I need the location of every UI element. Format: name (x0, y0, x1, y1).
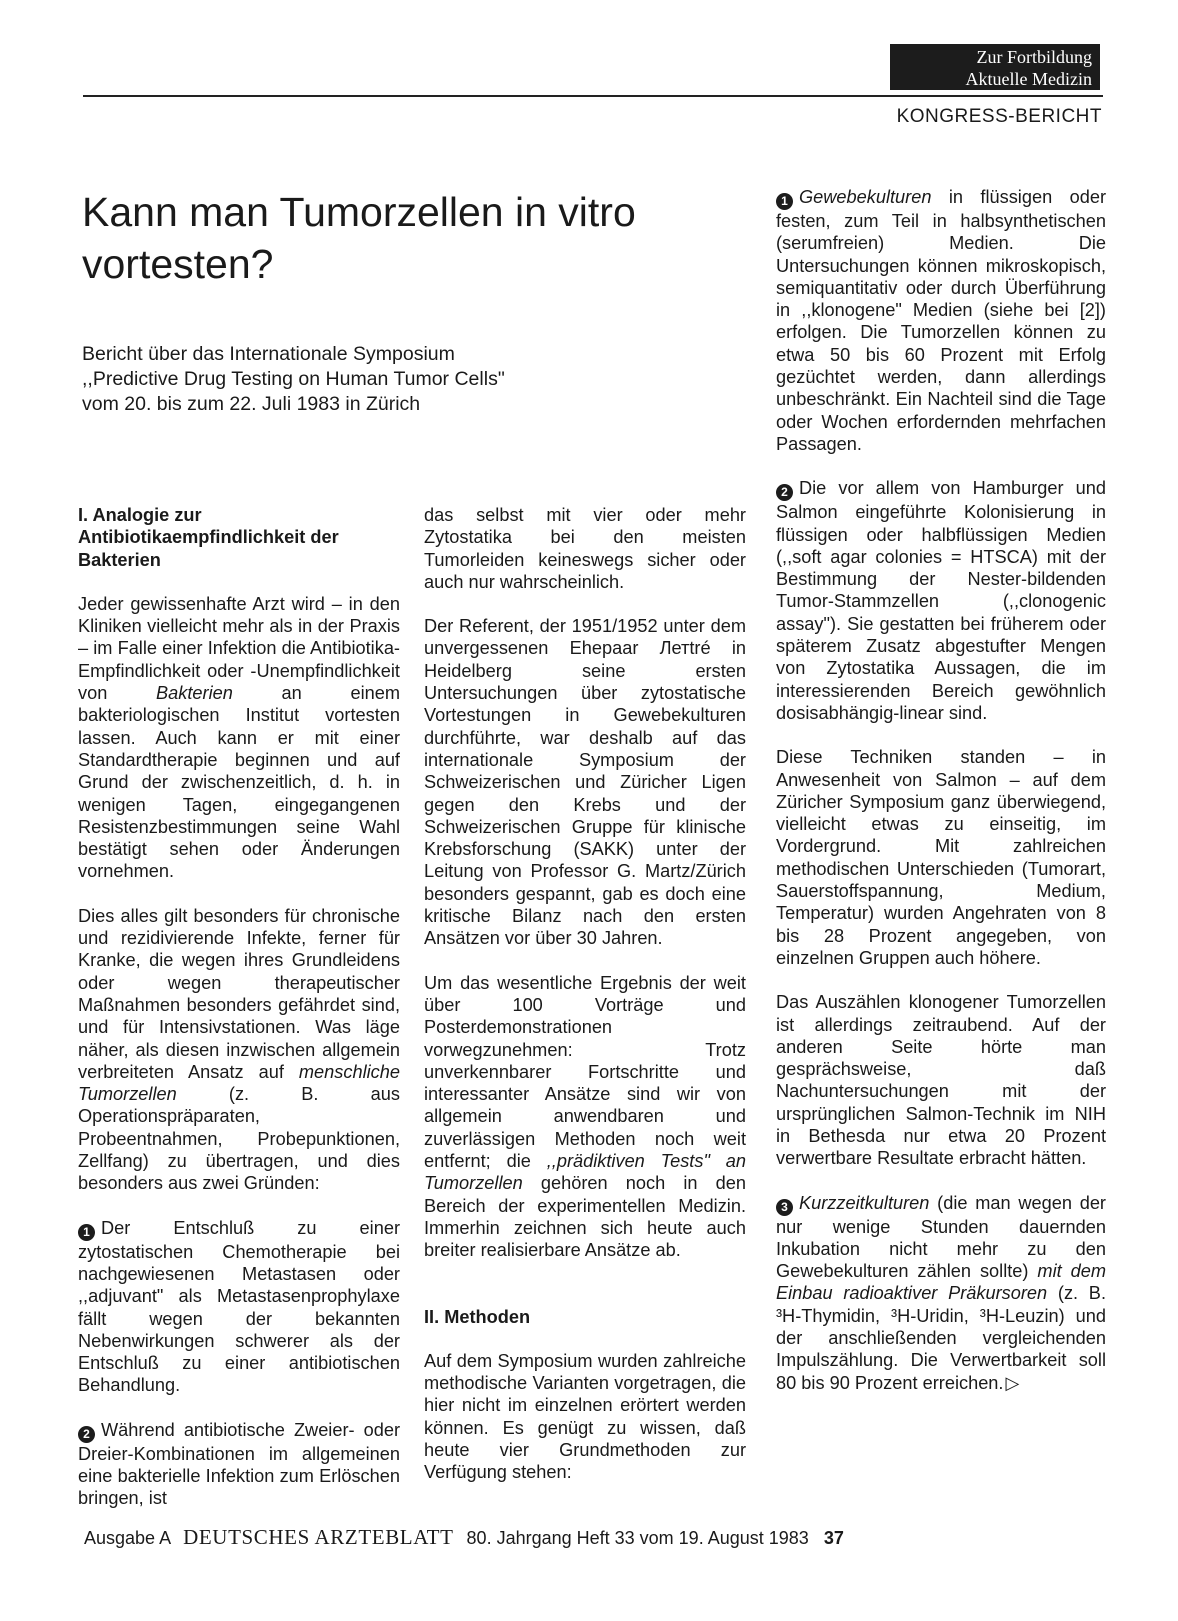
text: Jeder gewissenhafte Arzt wird – in den Kliniken vielleicht mehr als in der Praxis – im Falle einer Infektion die Antibiotika-Empfindlichkeit oder -Unempfindlichkeit von (78, 593, 400, 704)
text: an einem bakteriologischen Institut vortesten lassen. Auch kann er mit einer Standardtherapie beginnen und auf Grund der zwischenzeitlich, d. h. in wenigen Tagen, eingegangenen Resistenzbestimmungen seine Wahl bestätigt sehen oder Änderungen vornehmen. (78, 683, 400, 882)
column-2 (424, 504, 746, 1506)
section-badge (890, 44, 1100, 90)
text: gehören noch in den Bereich der experimentellen Medizin. Immerhin zeichnen sich heute auch breiter realisierbare Ansätze ab. (424, 1173, 746, 1261)
paragraph: Auf dem Symposium wurden zahlreiche methodische Varianten vorgetragen, die hier nicht im einzelnen erörtert werden können. Es genügt zu wissen, daß heute vier Grundmethoden zur Verfügung stehen: (424, 1350, 746, 1483)
number-badge-icon: 3 (776, 1199, 793, 1216)
section-heading-1: I. Analogie zur Antibiotikaempfindlichkeit der Bakterien (78, 505, 339, 570)
paragraph (78, 1419, 400, 1510)
text: (z. B. ³H-Thymidin, ³H-Uridin, ³H-Leuzin) und der anschließenden vergleichenden Impulszählung. Die Verwertbarkeit soll 80 bis 90 Prozent erreichen. (776, 1283, 1106, 1393)
paragraph (78, 593, 400, 883)
text: Die vor allem von Hamburger und Salmon eingeführte Kolonisierung in flüssigen oder halbflüssigen Medien (,,soft agar colonies = HTSCA) mit der Bestimmung der Nester-bildenden Tumor-Stammzellen (,,clonogenic assay"). Sie gestatten bei früherem oder späterem Zusatz abgestufter Mengen von Zytostatika Aussagen, die im interessierenden Bereich gewöhnlich dosisabhängig-linear sind. (776, 478, 1106, 723)
footer-issue: 80. Jahrgang Heft 33 vom 19. August 1983 (466, 1528, 809, 1548)
emphasis: ,,prädiktiven Tests" an Tumorzellen (424, 1151, 746, 1194)
article-title: Kann man Tumorzellen in vitro vortesten? (82, 189, 636, 287)
text: (die man wegen der nur wenige Stunden dauernden Inkubation nicht mehr zu den Gewebekulturen zählen sollte) (776, 1192, 1106, 1282)
section-label: KONGRESS-BERICHT (896, 106, 1102, 127)
paragraph: Das Auszählen klonogener Tumorzellen ist allerdings zeitraubend. Auf der anderen Seite hörte man gesprächsweise, daß Nachuntersuchungen mit der ursprünglichen Salmon-Technik im NIH in Bethesda nur etwa 20 Prozent verwertbare Resultate erbracht hätten. (776, 992, 1106, 1169)
paragraph (776, 477, 1106, 724)
footer-journal: DEUTSCHES ARZTEBLATT (183, 1525, 454, 1549)
emphasis: Bakterien (156, 683, 233, 704)
subtitle-line-3: vom 20. bis zum 22. Juli 1983 in Zürich (82, 393, 421, 415)
column-3 (776, 186, 1106, 1416)
article-subtitle (82, 342, 682, 417)
page-footer (84, 1525, 1104, 1550)
paragraph: das selbst mit vier oder mehr Zytostatika bei den meisten Tumorleiden keineswegs sicher oder auch nur wahrscheinlich. (424, 505, 746, 592)
continue-arrow-icon: ▷ (1005, 1372, 1020, 1393)
number-badge-icon: 2 (776, 484, 793, 501)
paragraph (776, 186, 1106, 455)
text: Um das wesentliche Ergebnis der weit über 100 Vorträge und Posterdemonstrationen vorwegzunehmen: Trotz unverkennbarer Fortschritte und interessanter Ansätze sind wir von allgemein anwendbaren und zuverlässigen Methoden noch weit entfernt; die (424, 972, 746, 1172)
text: Dies alles gilt besonders für chronische und rezidivierende Infekte, ferner für Kranke, die wegen ihres Grundleidens oder wegen therapeutischer Maßnahmen besonders gefährdet sind, und für Intensivstationen. Was läge näher, als diesen inzwischen allgemein verbreiteten Ansatz auf (78, 905, 400, 1082)
subtitle-line-1: Bericht über das Internationale Symposium (82, 343, 455, 365)
section-heading-2: II. Methoden (424, 1306, 531, 1327)
badge-line-2: Aktuelle Medizin (965, 69, 1092, 89)
text: (z. B. aus Operationspräparaten, Probeentnahmen, Probepunktionen, Zellfang) zu übertragen, und dies besonders aus zwei Gründen: (78, 1084, 400, 1194)
subtitle-line-2: ,,Predictive Drug Testing on Human Tumor Cells" (82, 368, 505, 390)
emphasis: menschliche Tumorzellen (78, 1061, 400, 1105)
paragraph (78, 905, 400, 1195)
number-badge-icon: 2 (78, 1426, 95, 1443)
text: in flüssigen oder festen, zum Teil in halbsynthetischen (serumfreien) Medien. Die Untersuchungen können mikroskopisch, semiquantitativ oder durch Überführung in ,,klonogene" Medien (siehe bei [2]) erfolgen. Die Tumorzellen können zu etwa 50 bis 60 Prozent mit Erfolg gezüchtet werden, dann allerdings unbeschränkt. Ein Nachteil sind die Tage oder Wochen erfordernden mehrfachen Passagen. (776, 187, 1106, 454)
footer-edition: Ausgabe A (84, 1528, 171, 1548)
paragraph (424, 972, 746, 1262)
paragraph (78, 1217, 400, 1397)
page-number: 37 (823, 1528, 844, 1548)
emphasis: mit dem Einbau radioaktiver Präkursoren (776, 1261, 1106, 1304)
column-1 (78, 504, 400, 1532)
paragraph (776, 1192, 1106, 1394)
number-badge-icon: 1 (78, 1224, 95, 1241)
paragraph: Diese Techniken standen – in Anwesenheit von Salmon – auf dem Züricher Symposium ganz überwiegend, vielleicht etwas zu einseitig, im Vordergrund. Mit zahlreichen methodischen Unterschieden (Tumorart, Sauerstoffspannung, Medium, Temperatur) wurden Angehraten von 8 bis 28 Prozent angegeben, von einzelnen Gruppen auch höhere. (776, 747, 1106, 968)
text: Während antibiotische Zweier- oder Dreier-Kombinationen im allgemeinen eine bakterielle Infektion zum Erlöschen bringen, ist (78, 1419, 400, 1509)
emphasis: Gewebekulturen (799, 187, 932, 207)
emphasis: Kurzzeitkulturen (799, 1192, 930, 1213)
number-badge-icon: 1 (776, 193, 793, 210)
header-rule (83, 95, 1103, 97)
text: Der Entschluß zu einer zytostatischen Chemotherapie bei nachgewiesenen Metastasen oder ,,adjuvant" als Metastasenprophylaxe fällt wegen der bekannten Nebenwirkungen schwerer als der Entschluß zu einer antibiotischen Behandlung. (78, 1217, 400, 1396)
paragraph: Der Referent, der 1951/1952 unter dem unvergessenen Ehepaar Летtré in Heidelberg seine ersten Untersuchungen über zytostatische Vortestungen in Gewebekulturen durchführte, war deshalb auf das internationale Symposium der Schweizerischen und Züricher Ligen gegen den Krebs und der Schweizerischen Gruppe für klinische Krebsforschung (SAKK) unter der Leitung von Professor G. Martz/Zürich besonders gespannt, gab es doch eine kritische Bilanz nach den ersten Ansätzen vor über 30 Jahren. (424, 616, 746, 949)
badge-line-1: Zur Fortbildung (976, 47, 1092, 67)
